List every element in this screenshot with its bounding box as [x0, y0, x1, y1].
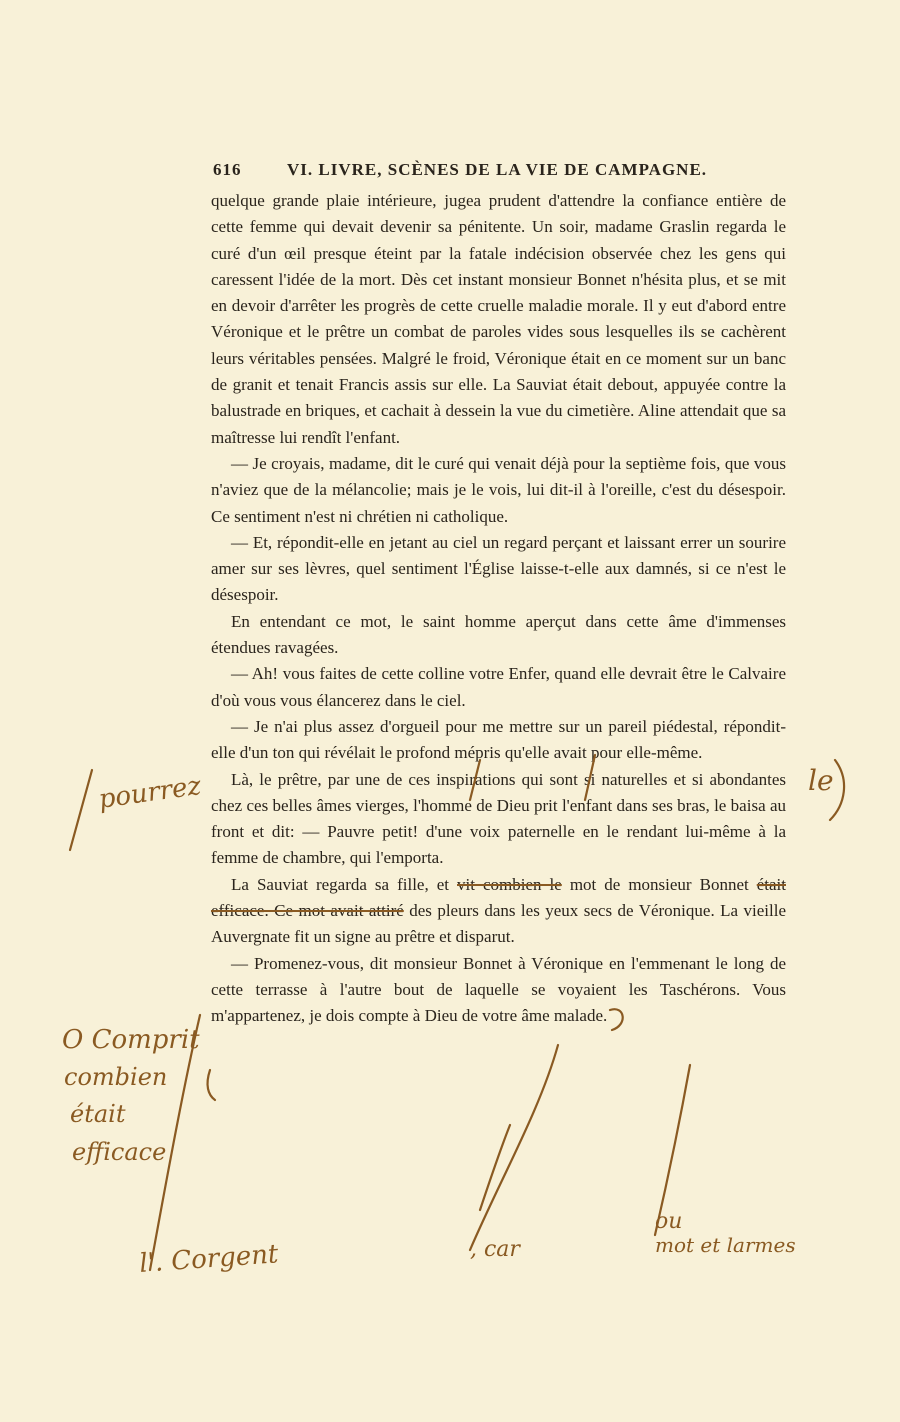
- correction-stroke: [480, 1125, 510, 1210]
- paragraph-with-corrections: [211, 872, 786, 951]
- page-number: 616: [213, 160, 242, 179]
- margin-note: pourrez: [96, 770, 203, 815]
- margin-note: était: [70, 1100, 126, 1128]
- running-title: VI. LIVRE, SCÈNES DE LA VIE DE CAMPAGNE.: [287, 160, 708, 179]
- text-run: mot de monsieur Bonnet: [569, 874, 749, 894]
- paragraph: — Promenez-vous, dit monsieur Bonnet à Véronique en l'emmenant le long de cette terrasse à l'autre bout de laquelle se voyaient les Taschérons. Vous m'appartenez, je dois compte à Dieu de votre âme malade.: [211, 953, 786, 1026]
- struck-text: était efficace. Ce mot avait attiré: [211, 874, 786, 921]
- paragraph: quelque grande plaie intérieure, jugea prudent d'attendre la confiance entière de cette femme qui devait devenir sa pénitente. Un soir, madame Graslin regarda le curé d'un œil presque éteint par la fatale indécision observée chez les gens qui caressent l'idée de la mort. Dès cet instant monsieur Bonnet n'hésita plus, et se mit en devoir d'arrêter les progrès de cette cruelle maladie morale. Il y eut d'abord entre Véronique et le prêtre un combat de paroles vides sous lesquelles ils se cachèrent leurs véritables pensées. Malgré le froid, Véronique était en ce moment sur un banc de granit et tenait Francis assis sur elle. La Sauviat était debout, appuyée contre la balustrade en briques, et cachait à dessein la vue du cimetière. Aline attendait que sa maîtresse lui rendît l'enfant.: [211, 191, 786, 447]
- margin-note: , car: [470, 1237, 520, 1262]
- margin-note: le: [808, 764, 834, 797]
- margin-note: l'. Corgent: [138, 1239, 280, 1279]
- correction-stroke: [470, 1045, 558, 1250]
- margin-note: ou: [655, 1209, 683, 1234]
- text-run: La Sauviat regarda sa fille, et: [231, 874, 449, 894]
- paragraph: — Et, répondit-elle en jetant au ciel un regard perçant et laissant errer un sourire amer sur ses lèvres, quel sentiment l'Église laisse-t-elle aux damnés, si ce n'est le désespoir.: [211, 532, 786, 605]
- paragraph: — Je croyais, madame, dit le curé qui venait déjà pour la septième fois, que vous n'aviez que de la mélancolie; mais je le vois, lui dit-il à l'oreille, c'est du désespoir. Ce sentiment n'est ni chrétien ni catholique.: [211, 453, 786, 526]
- margin-note: mot et larmes: [655, 1233, 796, 1257]
- struck-text: vit combien le: [457, 874, 562, 894]
- margin-note: efficace: [72, 1138, 167, 1166]
- text-run: des pleurs dans les yeux secs de Véronique. La vieille Auvergnate fit un signe au prêtre et disparut.: [211, 901, 786, 947]
- margin-note: O Comprit: [62, 1025, 200, 1055]
- margin-note: combien: [64, 1063, 168, 1091]
- paragraph: En entendant ce mot, le saint homme aperçut dans cette âme d'immenses étendues ravagées.: [211, 611, 786, 658]
- correction-stroke: [150, 1015, 200, 1270]
- correction-stroke: [208, 1070, 215, 1100]
- paragraph: — Je n'ai plus assez d'orgueil pour me mettre sur un pareil piédestal, répondit-elle d'un ton qui révélait le profond mépris qu'elle avait pour elle-même.: [211, 716, 786, 763]
- correction-stroke: [655, 1065, 690, 1235]
- paragraph: — Ah! vous faites de cette colline votre Enfer, quand elle devrait être le Calvaire d'où vous vous élancerez dans le ciel.: [211, 664, 786, 710]
- body-text: [211, 188, 786, 1030]
- correction-stroke: [70, 770, 92, 850]
- correction-stroke: [830, 760, 844, 820]
- paragraph: Là, le prêtre, par une de ces inspirations qui sont si naturelles et si abondantes chez ces belles âmes vierges, l'homme de Dieu prit l'enfant dans ses bras, le baisa au front et dit: — Pauvre petit! d'une voix paternelle en le rendant lui-même à la femme de chambre, qui l'emporta.: [211, 769, 786, 868]
